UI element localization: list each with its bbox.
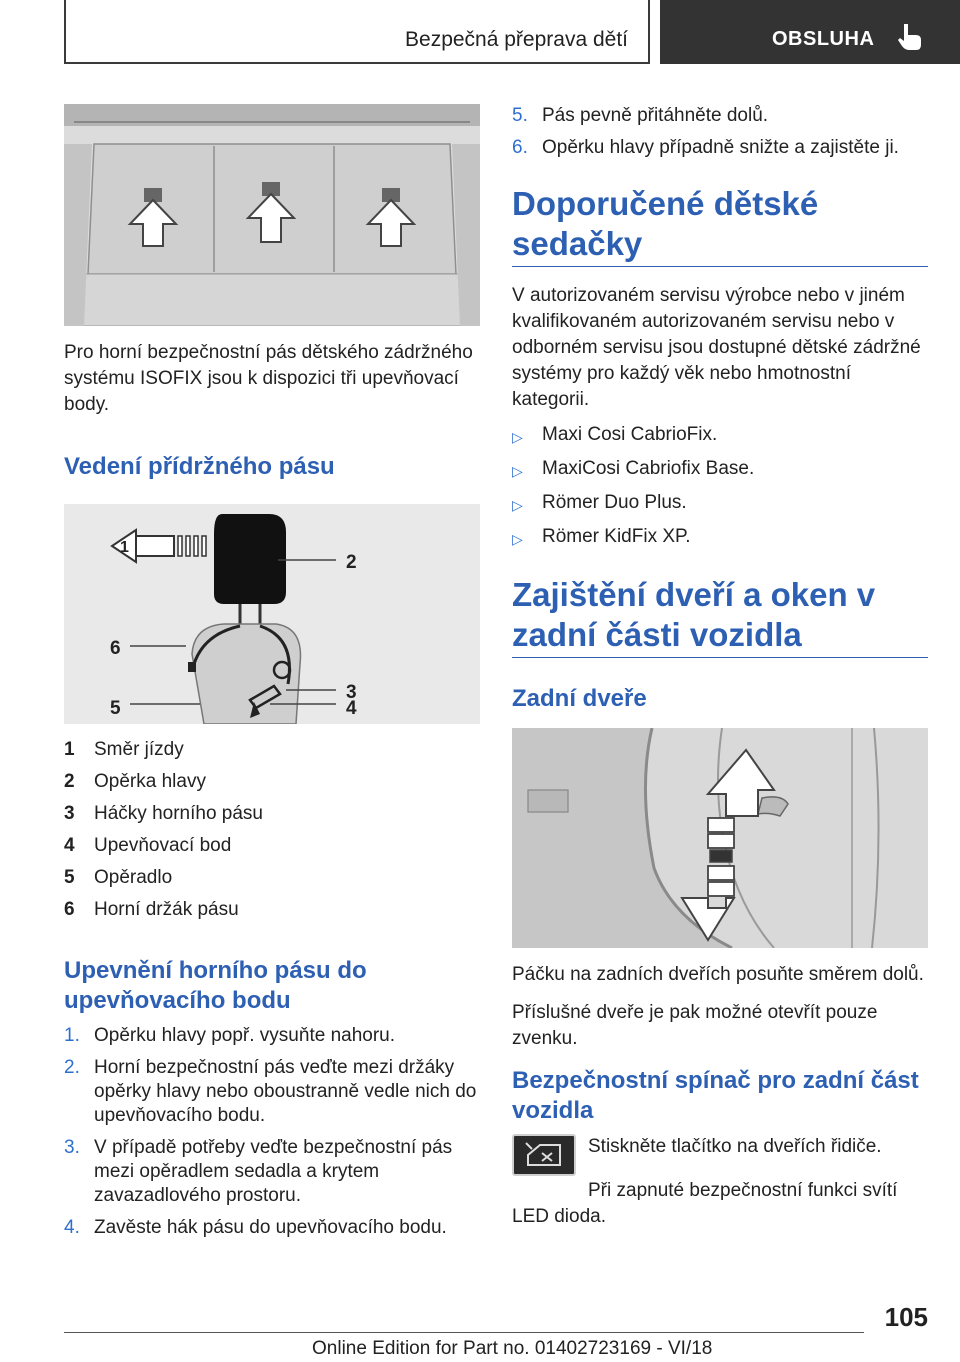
seat-item: ▷ Römer KidFix XP. bbox=[512, 525, 928, 551]
legend-item: 6 Horní držák pásu bbox=[64, 899, 239, 920]
triangle-bullet-icon: ▷ bbox=[512, 429, 523, 445]
fastening-steps bbox=[64, 1024, 480, 1240]
step-item: 6. Opěrku hlavy případně snižte a zajistěte ji. bbox=[512, 137, 899, 158]
footer-rule bbox=[64, 1332, 864, 1333]
step-item: 4. Zavěste hák pásu do upevňovacího bodu. bbox=[64, 1217, 447, 1238]
locking-heading: Zajištění dveří a oken v zadní části vozidla bbox=[512, 575, 928, 658]
chapter-tab-label: OBSLUHA bbox=[772, 28, 875, 50]
footer-edition: Online Edition for Part no. 01402723169 - VI/18 bbox=[312, 1338, 713, 1359]
door-text: Příslušné dveře je pak možné otevřít pouze zvenku. bbox=[512, 1002, 878, 1049]
belt-routing-diagram bbox=[64, 504, 480, 724]
trunk-isofix-figure bbox=[64, 104, 480, 326]
rear-door-figure bbox=[512, 728, 928, 948]
header-frame bbox=[64, 0, 650, 64]
rear-doors-heading: Zadní dveře bbox=[512, 685, 647, 712]
led-text: Při zapnuté bezpečnostní funkci svítí LED dioda. bbox=[512, 1180, 898, 1227]
diagram-callout-4: 4 bbox=[346, 698, 357, 719]
diagram-callout-6: 6 bbox=[110, 638, 121, 659]
recommended-seats-text: V autorizovaném servisu výrobce nebo v jiném kvalifikovaném autorizovaném servisu nebo v odborném servisu jsou dostupné dětské zádržné systémy pro každý věk nebo hmotnostní kategorii. bbox=[512, 285, 921, 410]
step-item: 5. Pás pevně přitáhněte dolů. bbox=[512, 105, 769, 126]
recommended-seats-heading: Doporučené dětské sedačky bbox=[512, 184, 928, 267]
belt-routing-heading: Vedení přídržného pásu bbox=[64, 453, 335, 480]
seat-item: ▷ Maxi Cosi CabrioFix. bbox=[512, 423, 928, 449]
legend-item: 1 Směr jízdy bbox=[64, 739, 184, 760]
section-title: Bezpečná přeprava dětí bbox=[405, 28, 628, 51]
left-column bbox=[64, 104, 480, 1248]
door-caption: Páčku na zadních dveřích posuňte směrem dolů. bbox=[512, 964, 924, 985]
diagram-callout-2: 2 bbox=[346, 552, 357, 573]
step-item: 3. V případě potřeby veďte bezpečnostní pás mezi opěradlem sedadla a krytem zavazadlového prostoru. bbox=[64, 1137, 453, 1206]
right-column bbox=[512, 104, 928, 1230]
step-item: 2. Horní bezpečnostní pás veďte mezi držáky opěrky hlavy nebo oboustranně vedle nich do upevňovacího bodu. bbox=[64, 1057, 477, 1126]
child-lock-switch-icon bbox=[512, 1134, 576, 1176]
safety-switch-row bbox=[512, 1134, 928, 1176]
legend-item: 4 Upevňovací bod bbox=[64, 835, 232, 856]
trunk-caption: Pro horní bezpečnostní pás dětského zádržného systému ISOFIX jsou k dispozici tři upevňovací body. bbox=[64, 342, 473, 415]
diagram-callout-3: 3 bbox=[346, 682, 357, 703]
page-number: 105 bbox=[884, 1302, 928, 1332]
legend-item: 2 Opěrka hlavy bbox=[64, 771, 206, 792]
press-button-text: Stiskněte tlačítko na dveřích řidiče. bbox=[588, 1136, 882, 1157]
seat-item: ▷ MaxiCosi Cabriofix Base. bbox=[512, 457, 928, 483]
pointing-hand-icon bbox=[896, 22, 924, 52]
triangle-bullet-icon: ▷ bbox=[512, 531, 523, 547]
diagram-callout-1: 1 bbox=[120, 539, 129, 556]
fastening-heading: Upevnění horního pásu do upevňovacího bodu bbox=[64, 957, 367, 1014]
legend-item: 3 Háčky horního pásu bbox=[64, 803, 263, 824]
triangle-bullet-icon: ▷ bbox=[512, 463, 523, 479]
fastening-steps-continued bbox=[512, 104, 928, 160]
seat-item: ▷ Römer Duo Plus. bbox=[512, 491, 928, 517]
chapter-tab[interactable] bbox=[660, 0, 960, 64]
step-item: 1. Opěrku hlavy popř. vysuňte nahoru. bbox=[64, 1025, 396, 1046]
seat-list bbox=[512, 423, 928, 551]
diagram-callout-5: 5 bbox=[110, 698, 121, 719]
legend-item: 5 Opěradlo bbox=[64, 867, 173, 888]
safety-switch-heading: Bezpečnostní spínač pro zadní část vozidla bbox=[512, 1067, 919, 1124]
legend-list bbox=[64, 734, 480, 926]
triangle-bullet-icon: ▷ bbox=[512, 497, 523, 513]
